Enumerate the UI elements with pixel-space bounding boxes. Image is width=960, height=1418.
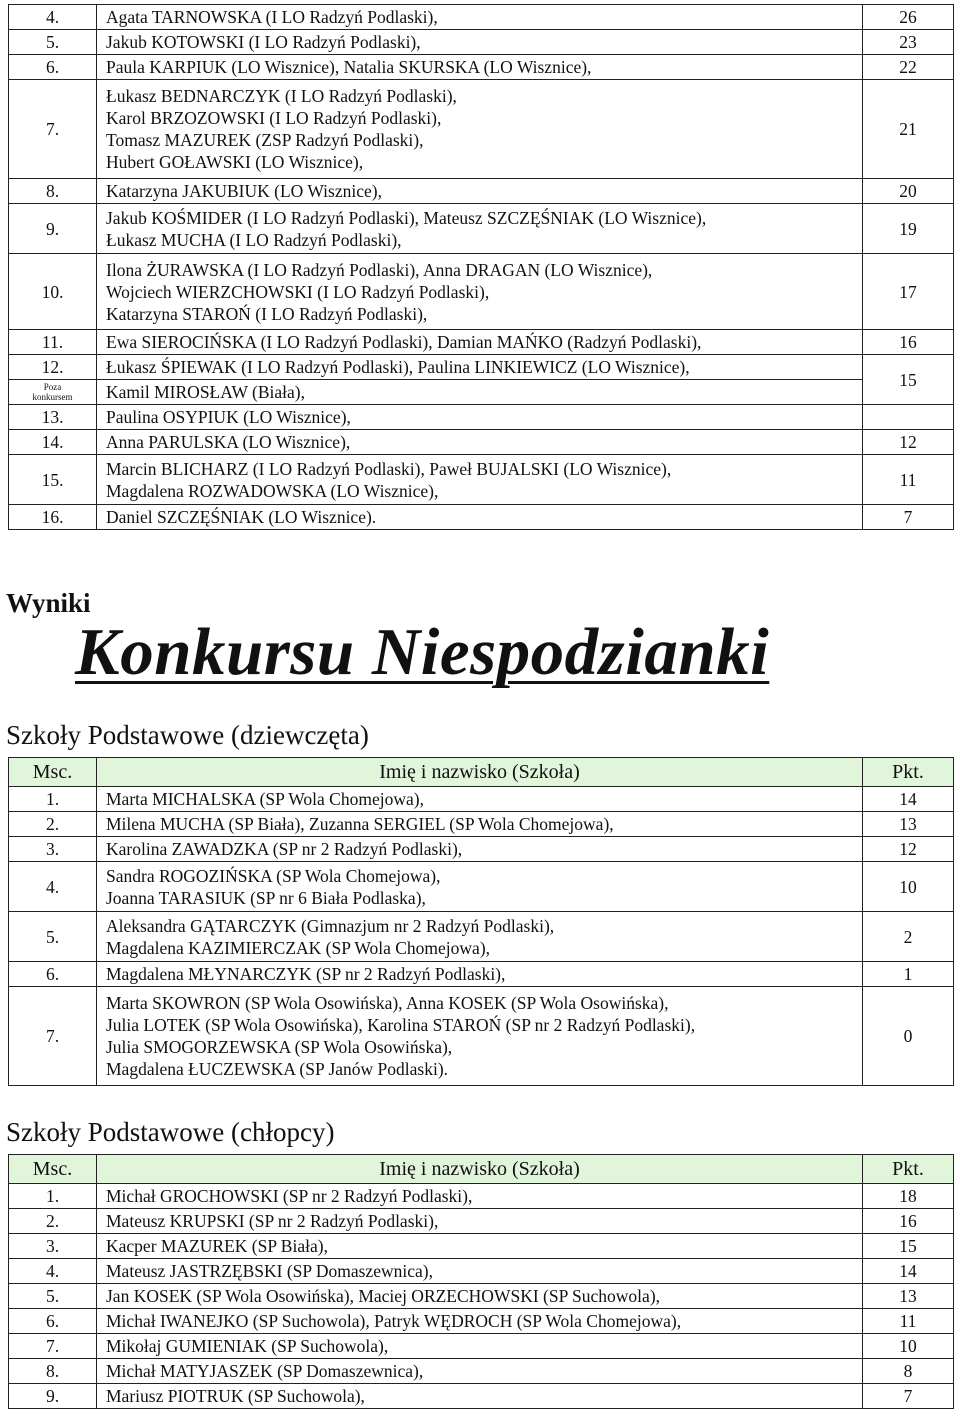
table-row bbox=[9, 330, 954, 355]
name-line: Jakub KOŚMIDER (I LO Radzyń Podlaski), Mateusz SZCZĘŚNIAK (LO Wisznice), bbox=[106, 207, 707, 228]
name-line: Anna PARULSKA (LO Wisznice), bbox=[106, 432, 351, 452]
names-cell bbox=[97, 1309, 863, 1334]
place-cell: 6. bbox=[9, 55, 97, 80]
table-row bbox=[9, 80, 954, 179]
column-header-place: Msc. bbox=[9, 1155, 97, 1184]
name-line: Łukasz ŚPIEWAK (I LO Radzyń Podlaski), Paulina LINKIEWICZ (LO Wisznice), bbox=[106, 357, 690, 377]
table-row bbox=[9, 862, 954, 912]
place-cell: 2. bbox=[9, 812, 97, 837]
names-cell bbox=[97, 80, 863, 179]
names-cell bbox=[97, 1334, 863, 1359]
points-cell: 15 bbox=[863, 355, 954, 405]
points-cell: 0 bbox=[863, 987, 954, 1086]
points-cell: 22 bbox=[863, 55, 954, 80]
table-row bbox=[9, 55, 954, 80]
table-row bbox=[9, 1384, 954, 1409]
points-cell: 11 bbox=[863, 1309, 954, 1334]
results-heading: Wyniki bbox=[6, 588, 91, 618]
points-cell: 11 bbox=[863, 455, 954, 505]
points-cell: 17 bbox=[863, 254, 954, 330]
name-line: Magdalena ROZWADOWSKA (LO Wisznice), bbox=[106, 480, 439, 501]
section-title-boys: Szkoły Podstawowe (chłopcy) bbox=[6, 1117, 335, 1147]
place-cell: 5. bbox=[9, 1284, 97, 1309]
name-line: Jan KOSEK (SP Wola Osowińska), Maciej ORZECHOWSKI (SP Suchowola), bbox=[106, 1286, 661, 1306]
column-header-points: Pkt. bbox=[863, 758, 954, 787]
name-line: Sandra ROGOZIŃSKA (SP Wola Chomejowa), bbox=[106, 865, 441, 886]
points-cell: 14 bbox=[863, 787, 954, 812]
table-row bbox=[9, 837, 954, 862]
table-row bbox=[9, 1334, 954, 1359]
place-cell: 7. bbox=[9, 1334, 97, 1359]
place-cell: 1. bbox=[9, 1184, 97, 1209]
names-cell bbox=[97, 912, 863, 962]
table-row bbox=[9, 505, 954, 530]
outside-competition-label: Poza bbox=[43, 382, 62, 392]
name-line: Karol BRZOZOWSKI (I LO Radzyń Podlaski), bbox=[106, 108, 442, 128]
names-cell bbox=[97, 405, 863, 430]
table-row bbox=[9, 179, 954, 204]
name-line: Julia SMOGORZEWSKA (SP Wola Osowińska), bbox=[106, 1037, 453, 1057]
place-cell: 15. bbox=[9, 455, 97, 505]
table-header-row bbox=[9, 758, 954, 787]
table-row bbox=[9, 962, 954, 987]
name-line: Ilona ŻURAWSKA (I LO Radzyń Podlaski), Anna DRAGAN (LO Wisznice), bbox=[106, 259, 653, 280]
points-cell: 8 bbox=[863, 1359, 954, 1384]
name-line: Ewa SIEROCIŃSKA (I LO Radzyń Podlaski), Damian MAŃKO (Radzyń Podlaski), bbox=[106, 332, 702, 352]
name-line: Marcin BLICHARZ (I LO Radzyń Podlaski), Paweł BUJALSKI (LO Wisznice), bbox=[106, 458, 672, 479]
name-line: Paulina OSYPIUK (LO Wisznice), bbox=[106, 407, 351, 427]
name-line: Magdalena ŁUCZEWSKA (SP Janów Podlaski). bbox=[106, 1059, 449, 1079]
place-cell: 9. bbox=[9, 1384, 97, 1409]
names-cell bbox=[97, 1359, 863, 1384]
place-cell: 9. bbox=[9, 204, 97, 254]
place-cell: 14. bbox=[9, 430, 97, 455]
column-header-name: Imię i nazwisko (Szkoła) bbox=[97, 1155, 863, 1184]
names-cell bbox=[97, 254, 863, 330]
table-row bbox=[9, 912, 954, 962]
points-cell: 10 bbox=[863, 1334, 954, 1359]
points-cell: 12 bbox=[863, 837, 954, 862]
name-line: Aleksandra GĄTARCZYK (Gimnazjum nr 2 Radzyń Podlaski), bbox=[106, 915, 555, 936]
points-cell: 16 bbox=[863, 330, 954, 355]
place-cell: 5. bbox=[9, 912, 97, 962]
name-line: Mariusz PIOTRUK (SP Suchowola), bbox=[106, 1386, 365, 1406]
table-row bbox=[9, 787, 954, 812]
points-cell: 15 bbox=[863, 1234, 954, 1259]
outside-competition-label: konkursem bbox=[32, 392, 73, 402]
table-header-row bbox=[9, 1155, 954, 1184]
names-cell bbox=[97, 962, 863, 987]
names-cell bbox=[97, 1234, 863, 1259]
names-cell bbox=[97, 355, 863, 380]
points-cell: 16 bbox=[863, 1209, 954, 1234]
results-table-girls bbox=[8, 757, 954, 1086]
names-cell bbox=[97, 987, 863, 1086]
table-row bbox=[9, 405, 954, 430]
name-line: Marta SKOWRON (SP Wola Osowińska), Anna KOSEK (SP Wola Osowińska), bbox=[106, 993, 669, 1013]
points-cell: 10 bbox=[863, 862, 954, 912]
table-row bbox=[9, 1234, 954, 1259]
names-cell bbox=[97, 330, 863, 355]
name-line: Paula KARPIUK (LO Wisznice), Natalia SKURSKA (LO Wisznice), bbox=[106, 57, 592, 77]
names-cell bbox=[97, 380, 863, 405]
name-line: Marta MICHALSKA (SP Wola Chomejowa), bbox=[106, 789, 424, 809]
contest-title: Konkursu Niespodzianki bbox=[75, 615, 770, 689]
table-row bbox=[9, 254, 954, 330]
points-cell: 12 bbox=[863, 430, 954, 455]
place-cell: 16. bbox=[9, 505, 97, 530]
column-header-place: Msc. bbox=[9, 758, 97, 787]
name-line: Magdalena MŁYNARCZYK (SP nr 2 Radzyń Podlaski), bbox=[106, 964, 506, 984]
table-row bbox=[9, 204, 954, 254]
points-cell: 13 bbox=[863, 1284, 954, 1309]
names-cell bbox=[97, 55, 863, 80]
names-cell bbox=[97, 204, 863, 254]
name-line: Agata TARNOWSKA (I LO Radzyń Podlaski), bbox=[106, 7, 438, 27]
points-cell: 14 bbox=[863, 1259, 954, 1284]
table-row bbox=[9, 380, 954, 405]
names-cell bbox=[97, 1259, 863, 1284]
place-cell: 4. bbox=[9, 5, 97, 30]
name-line: Michał MATYJASZEK (SP Domaszewnica), bbox=[106, 1361, 424, 1381]
names-cell bbox=[97, 812, 863, 837]
column-header-name: Imię i nazwisko (Szkoła) bbox=[97, 758, 863, 787]
points-cell: 2 bbox=[863, 912, 954, 962]
name-line: Mikołaj GUMIENIAK (SP Suchowola), bbox=[106, 1336, 389, 1356]
table-row bbox=[9, 455, 954, 505]
name-line: Katarzyna STAROŃ (I LO Radzyń Podlaski), bbox=[106, 303, 428, 324]
table-row bbox=[9, 1209, 954, 1234]
names-cell bbox=[97, 862, 863, 912]
place-cell: 7. bbox=[9, 987, 97, 1086]
names-cell bbox=[97, 505, 863, 530]
place-cell: 4. bbox=[9, 862, 97, 912]
table-row bbox=[9, 355, 954, 380]
names-cell bbox=[97, 30, 863, 55]
table-row bbox=[9, 987, 954, 1086]
place-cell: 8. bbox=[9, 179, 97, 204]
table-row bbox=[9, 812, 954, 837]
points-cell: 13 bbox=[863, 812, 954, 837]
points-cell: 18 bbox=[863, 1184, 954, 1209]
names-cell bbox=[97, 1284, 863, 1309]
points-cell: 26 bbox=[863, 5, 954, 30]
name-line: Hubert GOŁAWSKI (LO Wisznice), bbox=[106, 152, 364, 172]
table-row bbox=[9, 5, 954, 30]
name-line: Łukasz MUCHA (I LO Radzyń Podlaski), bbox=[106, 229, 402, 250]
names-cell bbox=[97, 837, 863, 862]
place-cell: 11. bbox=[9, 330, 97, 355]
name-line: Karolina ZAWADZKA (SP nr 2 Radzyń Podlaski), bbox=[106, 839, 463, 859]
name-line: Wojciech WIERZCHOWSKI (I LO Radzyń Podlaski), bbox=[106, 281, 490, 302]
table-row bbox=[9, 1259, 954, 1284]
points-cell: 19 bbox=[863, 204, 954, 254]
names-cell bbox=[97, 1184, 863, 1209]
names-cell bbox=[97, 5, 863, 30]
points-cell: 23 bbox=[863, 30, 954, 55]
name-line: Kamil MIROSŁAW (Biała), bbox=[106, 382, 306, 402]
name-line: Kacper MAZUREK (SP Biała), bbox=[106, 1236, 328, 1256]
points-cell bbox=[863, 405, 954, 430]
place-cell: 6. bbox=[9, 1309, 97, 1334]
name-line: Jakub KOTOWSKI (I LO Radzyń Podlaski), bbox=[106, 32, 421, 52]
points-cell: 7 bbox=[863, 505, 954, 530]
table-body bbox=[9, 5, 954, 530]
name-line: Mateusz JASTRZĘBSKI (SP Domaszewnica), bbox=[106, 1261, 433, 1281]
place-cell: 6. bbox=[9, 962, 97, 987]
table-row bbox=[9, 1359, 954, 1384]
place-cell: 7. bbox=[9, 80, 97, 179]
name-line: Milena MUCHA (SP Biała), Zuzanna SERGIEL (SP Wola Chomejowa), bbox=[106, 814, 614, 834]
place-cell: 3. bbox=[9, 837, 97, 862]
names-cell bbox=[97, 179, 863, 204]
names-cell bbox=[97, 1209, 863, 1234]
name-line: Daniel SZCZĘŚNIAK (LO Wisznice). bbox=[106, 507, 377, 527]
section-title-girls: Szkoły Podstawowe (dziewczęta) bbox=[6, 720, 369, 750]
points-cell: 1 bbox=[863, 962, 954, 987]
place-cell: 4. bbox=[9, 1259, 97, 1284]
name-line: Joanna TARASIUK (SP nr 6 Biała Podlaska), bbox=[106, 887, 426, 908]
name-line: Magdalena KAZIMIERCZAK (SP Wola Chomejowa), bbox=[106, 937, 491, 958]
place-cell: 12. bbox=[9, 355, 97, 380]
points-cell: 21 bbox=[863, 80, 954, 179]
place-cell: 8. bbox=[9, 1359, 97, 1384]
names-cell bbox=[97, 787, 863, 812]
name-line: Julia LOTEK (SP Wola Osowińska), Karolina STAROŃ (SP nr 2 Radzyń Podlaski), bbox=[106, 1015, 696, 1035]
place-cell: 2. bbox=[9, 1209, 97, 1234]
table-row bbox=[9, 1309, 954, 1334]
name-line: Michał GROCHOWSKI (SP nr 2 Radzyń Podlaski), bbox=[106, 1186, 473, 1206]
name-line: Michał IWANEJKO (SP Suchowola), Patryk WĘDROCH (SP Wola Chomejowa), bbox=[106, 1311, 682, 1331]
names-cell bbox=[97, 1384, 863, 1409]
place-cell: 1. bbox=[9, 787, 97, 812]
names-cell bbox=[97, 430, 863, 455]
table-row bbox=[9, 30, 954, 55]
name-line: Łukasz BEDNARCZYK (I LO Radzyń Podlaski), bbox=[106, 86, 457, 106]
name-line: Mateusz KRUPSKI (SP nr 2 Radzyń Podlaski), bbox=[106, 1211, 439, 1231]
place-cell-outside-competition bbox=[9, 380, 97, 405]
table-row bbox=[9, 1184, 954, 1209]
names-cell bbox=[97, 455, 863, 505]
place-cell: 13. bbox=[9, 405, 97, 430]
points-cell: 20 bbox=[863, 179, 954, 204]
column-header-points: Pkt. bbox=[863, 1155, 954, 1184]
table-row bbox=[9, 1284, 954, 1309]
name-line: Tomasz MAZUREK (ZSP Radzyń Podlaski), bbox=[106, 130, 424, 150]
results-table-boys bbox=[8, 1154, 954, 1409]
place-cell: 10. bbox=[9, 254, 97, 330]
name-line: Katarzyna JAKUBIUK (LO Wisznice), bbox=[106, 181, 382, 201]
table-row bbox=[9, 430, 954, 455]
results-table-secondary bbox=[8, 4, 954, 530]
points-cell: 7 bbox=[863, 1384, 954, 1409]
place-cell: 3. bbox=[9, 1234, 97, 1259]
place-cell: 5. bbox=[9, 30, 97, 55]
